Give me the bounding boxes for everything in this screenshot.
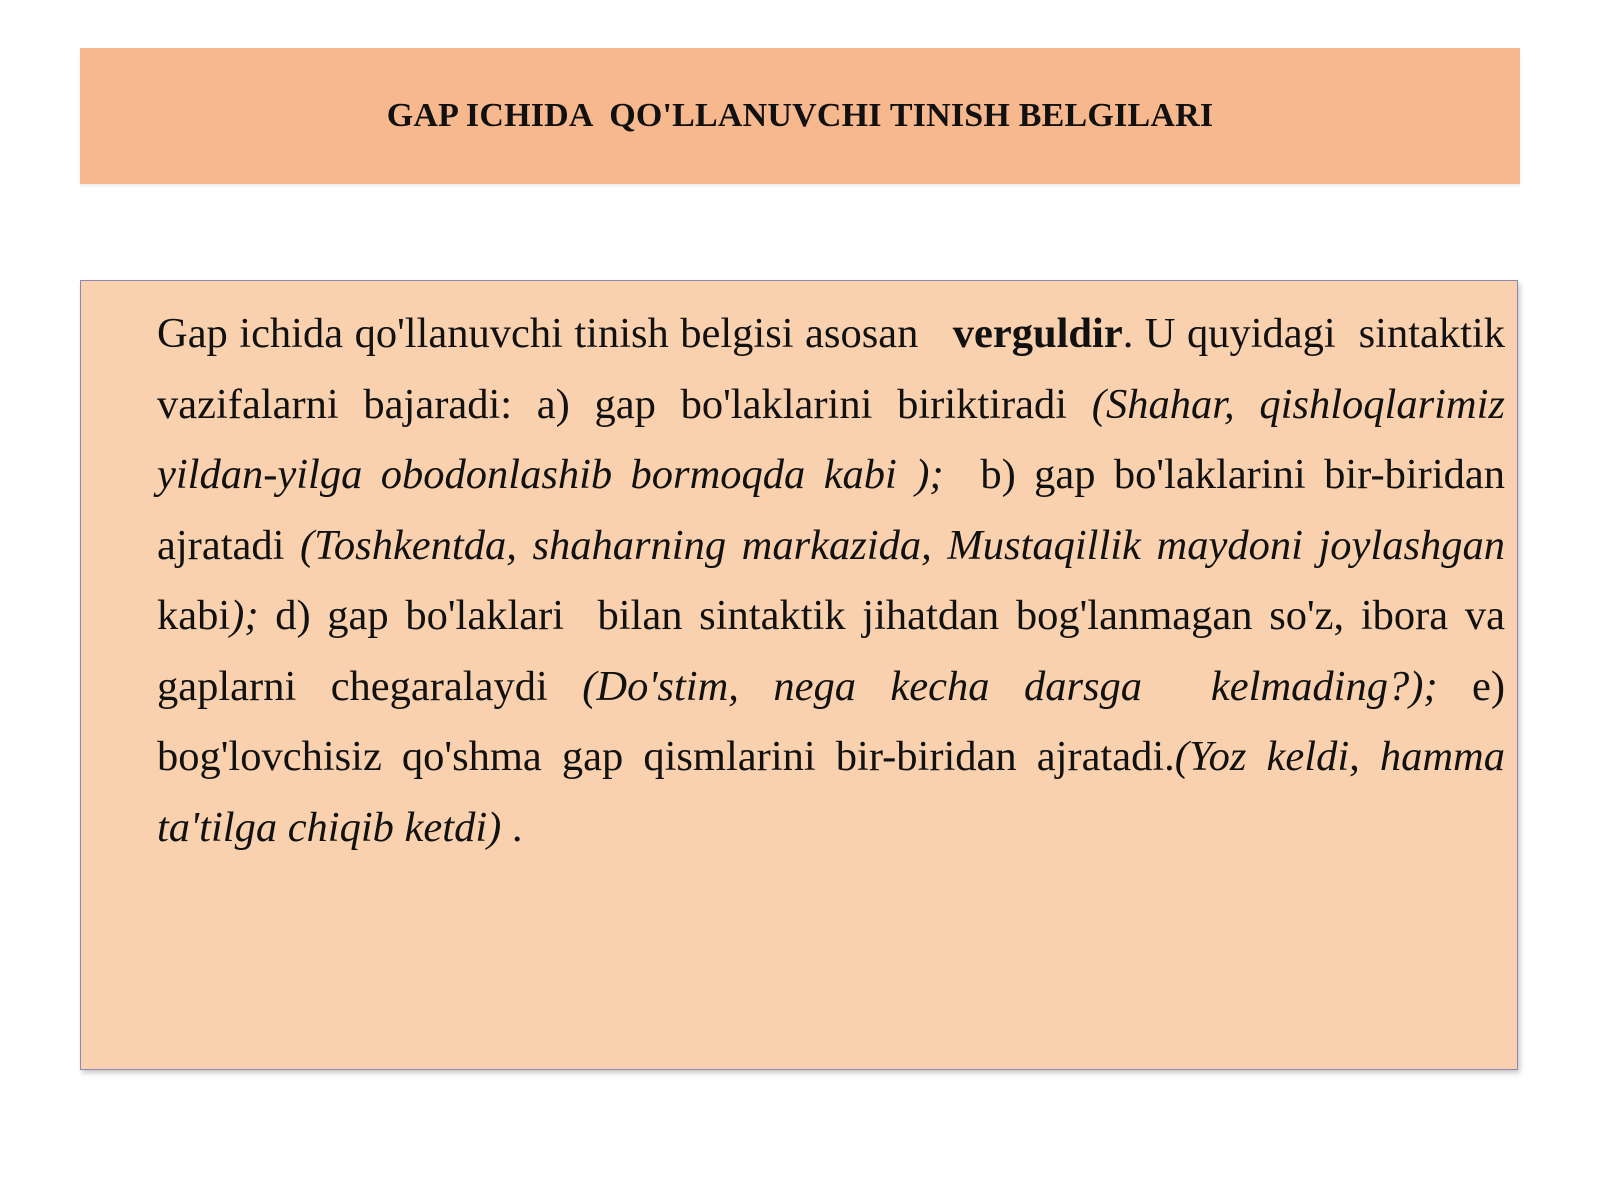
body-paragraph xyxy=(157,299,1527,863)
body-segment-italic: (Shahar, qishloqlarimiz yildan-yilga obodonlashib bormoqda kabi ); xyxy=(157,380,1516,498)
body-segment: Gap ichida qo'llanuvchi tinish belgisi asosan xyxy=(157,310,953,357)
body-segment: e) bog'lovchisiz qo'shma gap qismlarini bir-biridan ajratadi. xyxy=(157,662,1516,780)
body-segment: . U quyidagi sintaktik vazifalarni bajaradi: a) gap bo'laklarini biriktiradi xyxy=(157,310,1516,428)
body-segment: d) gap bo'laklari bilan sintaktik jihatdan bog'lanmagan so'z, ibora va gaplarni chegaralaydi xyxy=(157,592,1516,710)
body-segment: b) gap bo'laklarini bir-biridan ajratadi xyxy=(157,451,1516,569)
body-segment-italic: (Yoz keldi, hamma ta'tilga chiqib ketdi) xyxy=(157,733,1527,851)
slide-title: GAP ICHIDA QO'LLANUVCHI TINISH BELGILARI xyxy=(386,97,1214,134)
content-box xyxy=(80,280,1527,1070)
body-segment-bold: verguldir xyxy=(952,310,1123,357)
body-segment-italic: (Do'stim, nega kecha darsga kelmading?); xyxy=(582,662,1438,710)
body-segment-italic: (Toshkentda, shaharning markazida, Mustaqillik maydoni joylashgan xyxy=(300,521,1505,569)
body-segment: . xyxy=(501,803,523,851)
title-banner xyxy=(80,48,1520,184)
body-segment-italic: ); xyxy=(230,592,259,639)
body-segment: kabi xyxy=(157,521,1516,639)
